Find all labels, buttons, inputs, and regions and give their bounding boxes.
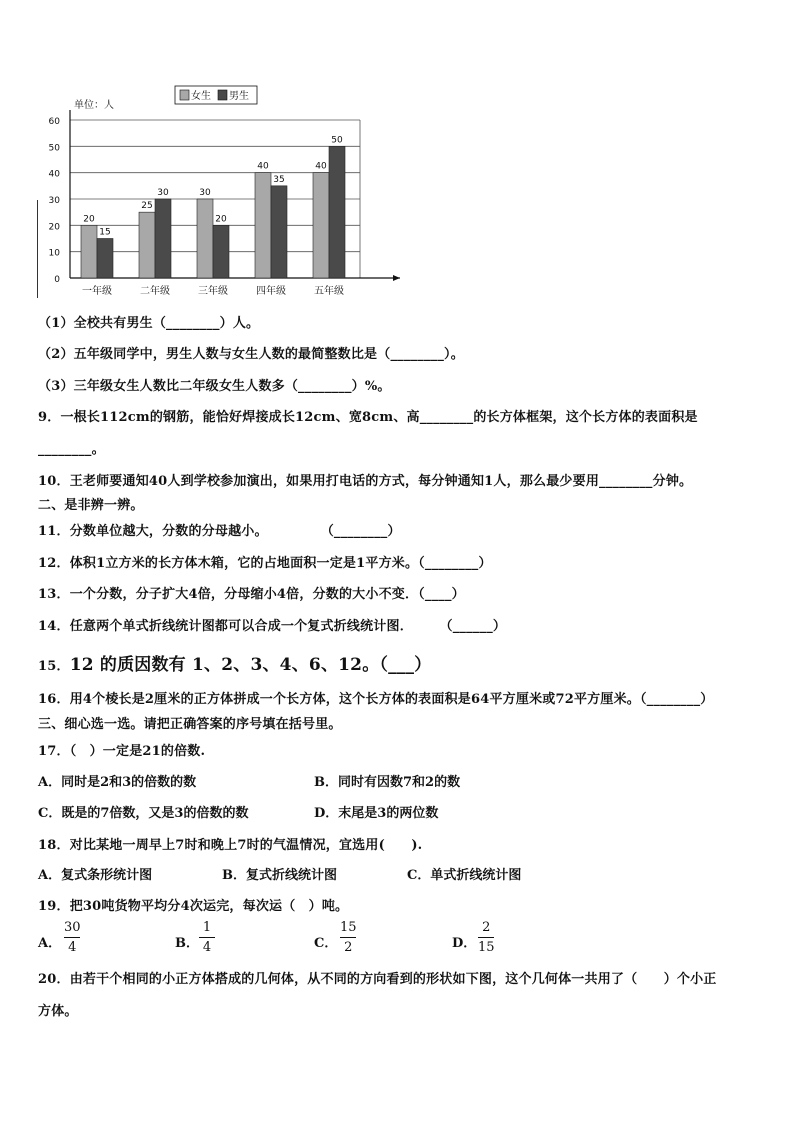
bar <box>97 239 113 279</box>
bar-value-label: 20 <box>83 214 95 225</box>
question-15-number: 15． <box>38 659 70 674</box>
q19-option-c-fraction <box>340 920 357 955</box>
x-tick-label: 三年级 <box>198 286 228 297</box>
question-14: 14．任意两个单式折线统计图都可以合成一个复式折线统计图． （______） <box>38 619 507 634</box>
y-tick-label: 30 <box>48 196 60 206</box>
question-9-continued: ________。 <box>38 442 105 457</box>
fraction-bar <box>478 937 494 938</box>
legend-label: 男生 <box>229 91 249 102</box>
fraction-bar <box>340 937 356 938</box>
q19-option-a-fraction <box>64 920 81 955</box>
bar-value-label: 20 <box>215 214 227 225</box>
q19-option-b-fraction <box>199 920 215 955</box>
x-axis-arrow <box>393 275 400 281</box>
question-15-text: 12 的质因数有 1、2、3、4、6、12。（___） <box>69 655 432 675</box>
question-10: 10．王老师要通知40人到学校参加演出，如果用打电话的方式，每分钟通知1人，那么最少要用________分钟。 <box>38 474 693 489</box>
unit-label: 单位：人 <box>74 100 114 111</box>
q17-option-d: D．末尾是3的两位数 <box>314 806 439 821</box>
y-tick-label: 20 <box>48 222 60 233</box>
question-13: 13．一个分数，分子扩大4倍，分母缩小4倍，分数的大小不变．（____） <box>38 587 465 602</box>
q19-option-d-fraction <box>478 920 495 955</box>
bar-value-label: 30 <box>199 188 211 198</box>
bar-value-label: 40 <box>257 161 269 172</box>
bar <box>139 212 155 278</box>
bar-value-label: 40 <box>315 161 327 172</box>
bar <box>313 173 329 278</box>
q19-c-numerator: 15 <box>340 920 357 935</box>
q19-b-numerator: 1 <box>202 920 212 935</box>
legend-label: 女生 <box>191 91 211 102</box>
legend-swatch <box>218 90 227 100</box>
fraction-bar <box>199 937 215 938</box>
bar-chart-svg <box>30 78 420 303</box>
x-tick-label: 四年级 <box>256 286 286 297</box>
question-16: 16．用4个棱长是2厘米的正方体拼成一个长方体，这个长方体的表面积是64平方厘米或72平方厘米。（________） <box>38 692 714 707</box>
question-12: 12．体积1立方米的长方体木箱，它的占地面积一定是1平方米。（________） <box>38 556 492 571</box>
y-tick-label: 40 <box>48 169 60 180</box>
x-tick-label: 二年级 <box>140 286 170 297</box>
x-tick-label: 五年级 <box>314 286 344 297</box>
x-tick-label: 一年级 <box>82 286 112 297</box>
question-11: 11．分数单位越大，分数的分母越小。 （________） <box>38 524 401 539</box>
q19-option-d-label: D． <box>452 936 477 951</box>
bar <box>271 186 287 278</box>
y-tick-label: 60 <box>48 117 60 127</box>
fraction-bar <box>64 937 80 938</box>
bar <box>81 225 97 278</box>
q19-option-a-label: A． <box>38 936 62 951</box>
y-tick-label: 10 <box>48 248 60 259</box>
bar-value-label: 35 <box>273 174 285 185</box>
q19-d-denominator: 15 <box>478 940 495 955</box>
bar-value-label: 15 <box>99 227 111 238</box>
q19-a-numerator: 30 <box>64 920 81 935</box>
q17-option-b: B．同时有因数7和2的数 <box>314 775 461 790</box>
bar-value-label: 25 <box>141 201 153 212</box>
bar <box>329 146 345 278</box>
q19-d-numerator: 2 <box>482 920 491 935</box>
q19-option-c-label: C． <box>314 936 338 951</box>
bar <box>213 225 229 278</box>
q17-option-a: A．同时是2和3的倍数的数 <box>38 775 197 790</box>
question-8-2: （2）五年级同学中，男生人数与女生人数的最简整数比是（________）。 <box>38 347 464 362</box>
q19-c-denominator: 2 <box>344 940 353 955</box>
question-18: 18．对比某地一周早上7时和晚上7时的气温情况，宜选用( ). <box>38 838 423 853</box>
bar-chart <box>30 78 420 303</box>
section-2-heading: 二、是非辨一辨。 <box>38 498 144 513</box>
question-15 <box>38 650 431 675</box>
q19-b-denominator: 4 <box>202 940 212 955</box>
q19-option-b-label: B． <box>175 936 199 951</box>
bar-value-label: 50 <box>331 135 343 146</box>
legend-swatch <box>180 90 189 100</box>
q18-option-a: A．复式条形统计图 <box>38 868 153 883</box>
y-tick-label: 0 <box>54 275 60 285</box>
question-20-continued: 方体。 <box>38 1004 78 1019</box>
question-20: 20．由若干个相同的小正方体搭成的几何体，从不同的方向看到的形状如下图，这个几何体一共用了（ ）个小正 <box>38 972 717 987</box>
q18-option-c: C．单式折线统计图 <box>407 868 522 883</box>
q19-a-denominator: 4 <box>68 940 77 955</box>
question-8-3: （3）三年级女生人数比二年级女生人数多（________）%。 <box>38 379 391 394</box>
section-3-heading: 三、细心选一选。请把正确答案的序号填在括号里。 <box>38 717 342 732</box>
question-9: 9．一根长112cm的钢筋，能恰好焊接成长12cm、宽8cm、高________的长方体框架，这个长方体的表面积是 <box>38 410 698 425</box>
y-tick-label: 50 <box>48 143 60 154</box>
question-8-1: （1）全校共有男生（________）人。 <box>38 316 260 331</box>
bar <box>155 199 171 278</box>
bar <box>255 173 271 278</box>
bar-value-label: 30 <box>157 188 169 198</box>
bar <box>197 199 213 278</box>
question-19: 19．把30吨货物平均分4次运完，每次运（ ）吨。 <box>38 899 349 914</box>
q17-option-c: C．既是的7倍数，又是3的倍数的数 <box>38 806 249 821</box>
question-17: 17．（ ）一定是21的倍数. <box>38 744 206 759</box>
q18-option-b: B．复式折线统计图 <box>222 868 337 883</box>
